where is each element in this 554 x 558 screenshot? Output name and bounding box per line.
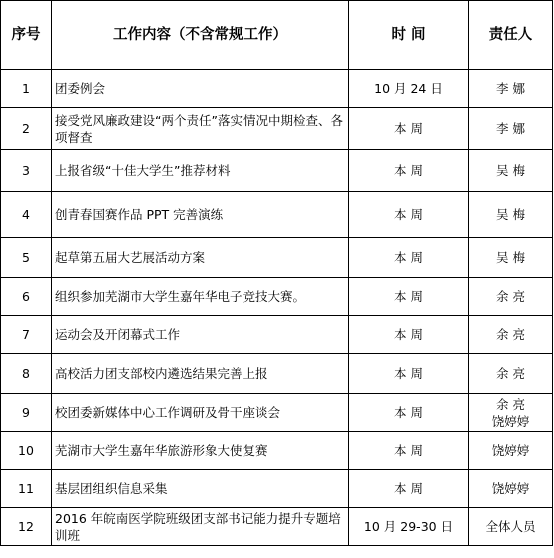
owner-name: 余 亮: [496, 396, 525, 412]
task-cell: 校团委新媒体中心工作调研及骨干座谈会: [52, 394, 349, 432]
row-number: 8: [1, 354, 52, 394]
owner-cell: [469, 508, 553, 546]
task-cell: 基层团组织信息采集: [52, 470, 349, 508]
time-cell: 10 月 29-30 日: [349, 508, 469, 546]
header-number: 序号: [1, 1, 52, 70]
row-number: 10: [1, 432, 52, 470]
time-cell: 本 周: [349, 108, 469, 150]
task-cell: 创青春国赛作品 PPT 完善演练: [52, 192, 349, 238]
owner-name: 吴 梅: [496, 163, 525, 178]
owner-cell: [469, 316, 553, 354]
owner-name: 余 亮: [496, 289, 525, 304]
table-row: [1, 192, 553, 238]
header-row: [1, 1, 553, 70]
time-cell: 本 周: [349, 150, 469, 192]
row-number: 11: [1, 470, 52, 508]
task-cell: 团委例会: [52, 70, 349, 108]
table-row: [1, 432, 553, 470]
table-row: [1, 238, 553, 278]
table-row: [1, 316, 553, 354]
owner-name: 吴 梅: [496, 207, 525, 222]
table-row: [1, 508, 553, 546]
task-cell: 上报省级“十佳大学生”推荐材料: [52, 150, 349, 192]
task-cell: 高校活力团支部校内遴选结果完善上报: [52, 354, 349, 394]
owner-cell: [469, 108, 553, 150]
owner-name: 余 亮: [496, 327, 525, 342]
row-number: 4: [1, 192, 52, 238]
owner-cell: [469, 192, 553, 238]
row-number: 9: [1, 394, 52, 432]
table-row: [1, 470, 553, 508]
row-number: 5: [1, 238, 52, 278]
task-cell: 芜湖市大学生嘉年华旅游形象大使复赛: [52, 432, 349, 470]
owner-cell: [469, 238, 553, 278]
time-cell: 本 周: [349, 394, 469, 432]
owner-name: 李 娜: [496, 81, 525, 96]
time-cell: 本 周: [349, 192, 469, 238]
table-row: [1, 108, 553, 150]
time-cell: 本 周: [349, 470, 469, 508]
owner-cell: [469, 470, 553, 508]
owner-name: 饶婷婷: [491, 443, 530, 458]
row-number: 2: [1, 108, 52, 150]
header-time: 时 间: [349, 1, 469, 70]
owner-cell: [469, 394, 553, 432]
owner-name: 饶婷婷: [491, 481, 530, 496]
header-task: 工作内容（不含常规工作）: [52, 1, 349, 70]
owner-cell: [469, 150, 553, 192]
owner-name: 李 娜: [496, 121, 525, 136]
task-cell: 组织参加芜湖市大学生嘉年华电子竞技大赛。: [52, 278, 349, 316]
task-cell: 运动会及开闭幕式工作: [52, 316, 349, 354]
table-row: [1, 394, 553, 432]
time-cell: 本 周: [349, 354, 469, 394]
owner-cell: [469, 432, 553, 470]
table-row: [1, 278, 553, 316]
time-cell: 10 月 24 日: [349, 70, 469, 108]
time-cell: 本 周: [349, 278, 469, 316]
row-number: 1: [1, 70, 52, 108]
table-row: [1, 354, 553, 394]
time-cell: 本 周: [349, 238, 469, 278]
time-cell: 本 周: [349, 432, 469, 470]
time-cell: 本 周: [349, 316, 469, 354]
owner-cell: [469, 354, 553, 394]
row-number: 6: [1, 278, 52, 316]
task-cell: 2016 年皖南医学院班级团支部书记能力提升专题培训班: [52, 508, 349, 546]
owner-cell: [469, 70, 553, 108]
work-plan-body: [1, 70, 553, 546]
row-number: 7: [1, 316, 52, 354]
table-row: [1, 70, 553, 108]
owner-name: 吴 梅: [496, 250, 525, 265]
row-number: 12: [1, 508, 52, 546]
owner-name: 饶婷婷: [491, 413, 530, 429]
owner-name: 全体人员: [485, 519, 536, 534]
task-cell: 接受党风廉政建设“两个责任”落实情况中期检查、各项督查: [52, 108, 349, 150]
task-cell: 起草第五届大艺展活动方案: [52, 238, 349, 278]
row-number: 3: [1, 150, 52, 192]
table-row: [1, 150, 553, 192]
owner-cell: [469, 278, 553, 316]
header-owner: 责任人: [469, 1, 553, 70]
owner-name: 余 亮: [496, 366, 525, 381]
